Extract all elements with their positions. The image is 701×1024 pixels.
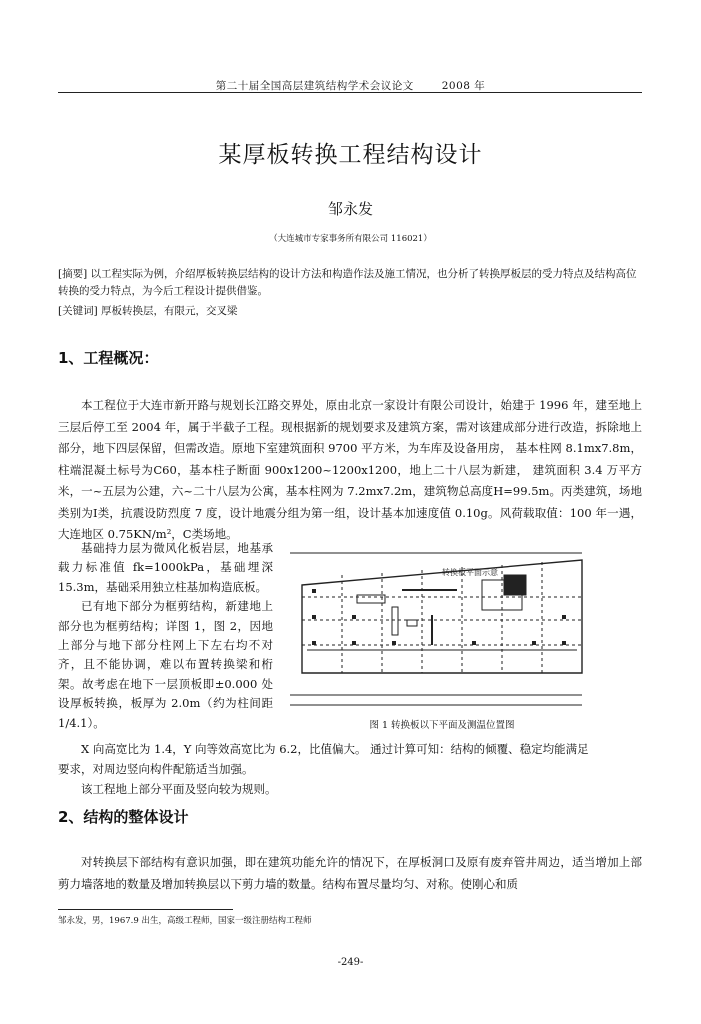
column bbox=[312, 641, 316, 645]
section-1-side-text bbox=[58, 539, 273, 733]
header-rule bbox=[58, 92, 642, 93]
column bbox=[352, 615, 356, 619]
paper-title: 某厚板转换工程结构设计 bbox=[218, 142, 483, 168]
author-name: 邹永发 bbox=[327, 200, 373, 218]
conference-name: 第二十届全国高层建筑结构学术会议论文 bbox=[215, 80, 414, 92]
running-header bbox=[0, 78, 701, 93]
keywords: [关键词] 厚板转换层，有限元，交叉梁 bbox=[58, 305, 238, 317]
section-2-paragraph bbox=[58, 852, 642, 895]
wall-block bbox=[392, 607, 398, 635]
figure-1-caption: 图 1 转换板以下平面及测温位置图 bbox=[369, 720, 515, 731]
page-number: -249- bbox=[337, 957, 364, 968]
ratio-line-continued: 要求，对周边竖向构件配筋适当加强。 bbox=[58, 762, 254, 776]
figure-label: 转换板平面示意 bbox=[442, 568, 498, 577]
wall-block bbox=[357, 595, 385, 603]
column bbox=[312, 615, 316, 619]
column bbox=[392, 641, 396, 645]
section-1-heading: 1、工程概况： bbox=[58, 349, 159, 367]
conference-year: 2008 年 bbox=[441, 80, 486, 92]
section-1-paragraph bbox=[58, 395, 642, 546]
column bbox=[312, 589, 316, 593]
core-shaft bbox=[504, 575, 526, 595]
regularity-line: 该工程地上部分平面及竖向较为规则。 bbox=[81, 782, 277, 796]
author-footnote: 邹永发，男，1967.9 出生，高级工程师，国家一级注册结构工程师 bbox=[58, 916, 312, 926]
abstract: [摘要] 以工程实际为例，介绍厚板转换层结构的设计方法和构造作法及施工情况，也分析了转换厚板层的受力特点及结构高位转换的受力特点，为今后工程设计提供借鉴。 bbox=[58, 268, 637, 297]
foundation-paragraph: 基础持力层为微风化板岩层，地基承载力标准值 fk=1000kPa，基础埋深 15.3m，基础采用独立柱基加构造底板。 bbox=[58, 541, 273, 594]
section-2-heading: 2、结构的整体设计 bbox=[58, 808, 189, 826]
column bbox=[562, 641, 566, 645]
wall-block bbox=[407, 620, 417, 626]
column bbox=[472, 641, 476, 645]
author-affiliation: （大连城市专家事务所有限公司 116021） bbox=[269, 234, 432, 244]
column bbox=[532, 641, 536, 645]
section-1-continued bbox=[58, 739, 642, 799]
structure-paragraph: 已有地下部分为框剪结构，新建地上部分也为框剪结构；详图 1，图 2，因地上部分与地下部分柱网上下左右均不对齐，且不能协调，难以布置转换梁和桁架。故考虑在地下一层顶板即±0.000 处设厚板转换，板厚为 2.0m（约为柱间距 1/4.1）。 bbox=[58, 599, 273, 730]
figure-1-plan bbox=[282, 545, 598, 710]
column bbox=[562, 615, 566, 619]
footnote-rule bbox=[58, 909, 233, 910]
ratio-line: X 向高宽比为 1.4，Y 向等效高宽比为 6.2，比值偏大。 通过计算可知：结构的倾覆、稳定均能满足 bbox=[81, 742, 589, 756]
paragraph-text: 本工程位于大连市新开路与规划长江路交界处，原由北京一家设计有限公司设计，始建于 1996 年，建至地上三层后停工至 2004 年，属于半截子工程。现根据新的规划要求及建筑方案，需对该建成部分进行改造，拆除地上部分，地下四层保留，但需改造。原地下室建筑面积 9700 平方米，为车库及设备用房， 基本柱网 8.1mx7.8m，柱端混凝土标号为C60，基本柱子断面 900x1200~1200x1200，地上二十八层为新建， 建筑面积 3.4 万平方米，一~五层为公建，六~二十八层为公寓，基本柱网为 7.2mx7.2m，建筑物总高度H=99.5m。丙类建筑，场地类别为Ⅰ类，抗震设防烈度 7 度，设计地震分组为第一组，设计基本加速度值 0.10g。风荷载取值：100 年一遇，大连地区 0.75KN/m²，C类场地。 bbox=[58, 398, 642, 541]
paragraph-text: 对转换层下部结构有意识加强，即在建筑功能允许的情况下，在厚板洞口及原有废弃管井周边，适当增加上部剪力墙落地的数量及增加转换层以下剪力墙的数量。结构布置尽量均匀、对称。使刚心和质 bbox=[58, 855, 642, 891]
column bbox=[352, 641, 356, 645]
